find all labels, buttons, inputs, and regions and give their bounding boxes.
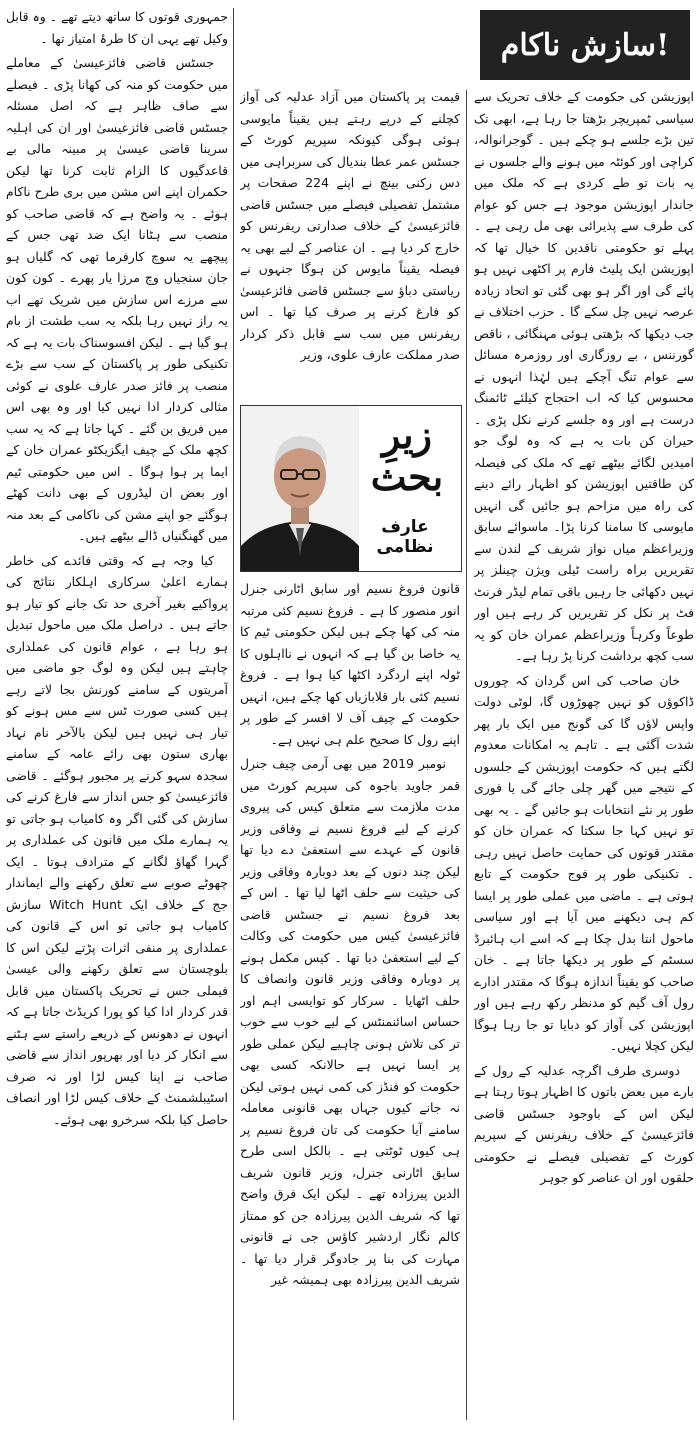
column-middle-top [240, 86, 460, 398]
author-portrait [241, 406, 359, 571]
column-divider [466, 90, 467, 1420]
paragraph: قیمت پر پاکستان میں آزاد عدلیہ کی آواز کچلنے کے درپے رہتے ہیں یقیناً مایوسی ہوئی ہوگی کیونکہ سپریم کورٹ کے جسٹس عمر عطا بندیال کی سربراہی میں دس رکنی بینچ نے اپنے 224 صفحات پر مشتمل تفصیلی فیصلے میں جسٹس قاضی فائزعیسیٰ کے خلاف صدارتی ریفرنس کو خارج کر دیا ہے ۔ ان عناصر کے لیے بھی یہ فیصلہ یقیناً مایوس کن ہوگا جنہوں نے ریاستی دباؤ سے جسٹس قاضی فائزعیسیٰ کو فارغ کرنے پر صرف کیا تھا ۔ اس ریفرنس میں سب سے قابل ذکر کردار صدر مملکت عارف علوی، وزیر [240, 89, 460, 362]
paragraph: قانون فروغ نسیم اور سابق اٹارنی جنرل انور منصور کا ہے ۔ فروغ نسیم کئی مرتبہ منہ کی کھا چکے ہیں لیکن حکومتی ٹیم کا یہ خاصا بن گیا ہے کہ انہوں نے نااہلوں کا ٹولہ اپنے اردگرد اکٹھا کیا ہوا ہے ۔ فروغ نسیم کئی بار قلابازیاں کھا چکے ہیں، انہیں حکومت کے چیف آف لا افسر کے طور پر اپنے رول کا صحیح علم ہی نہیں ہے۔ [240, 581, 460, 747]
column-middle-bottom [240, 578, 460, 1422]
paragraph: خان صاحب کی اس گردان کہ چوروں ڈاکوؤں کو نہیں چھوڑوں گا، لوٹی دولت واپس لاؤں گا کی گونج میں ایک بار پھر شدت آگئی ہے ۔ تاہم یہ امکانات معدوم لگتے ہیں کہ حکومت اپوزیشن کے جلسوں کے نتیجے میں گھر چلی جائے گی یا فوری طور پر نئے انتخابات ہو جائیں گے ۔ یہ بھی تو نہیں کہا جا سکتا کہ عمران خان کو مقتدر قوتوں کی حمایت حاصل نہیں رہی ۔ تکنیکی طور پر فوج حکومت کے تابع ہوتی ہے ۔ ماضی میں عملی طور پر ایسا کم ہی دیکھنے میں آیا ہے اور سیاسی ماحول انتا بدل چکا ہے کہ اسے اب ہائبرڈ سسٹم کے طور پر دیکھا جاتا ہے ۔ خان صاحب کو یقیناً اندازہ ہوگا کہ مقتدر ادارے رول آف گیم کو مدنظر رکھ رہے ہیں اور اپوزیشن کی آواز کو دبایا تو جا رہا ہوگا لیکن کچلا نہیں۔ [474, 672, 694, 1053]
author-name: عارف نظامی [376, 517, 434, 557]
article-title: سازش ناکام! [500, 27, 670, 63]
paragraph: جسٹس قاضی فائزعیسیٰ کے معاملے میں حکومت کو منہ کی کھانا پڑی ۔ فیصلے سے صاف ظاہر ہے کہ اصل مسئلہ جسٹس قاضی فائزعیسیٰ اور ان کی اہلیہ سرینا قاضی عیسیٰ پر مبینہ مالی بے قاعدگیوں کا الزام ثابت کرنا تھا لیکن حکمران اپنے اس مشن میں بری طرح ناکام ہوئے ۔ یہ واضح ہے کہ قاضی صاحب کو منصب سے ہٹانا ایک ضد تھی جس کے پیچھے یہ سوچ کارفرما تھی کہ گلیاں ہو جان سنجیاں وچ مرزا یار پھرے ۔ کون کون سے مرزے اس سازش میں شریک تھے اب یہ راز نہیں رہا بلکہ یہ سب طشت از بام ہو گیا ہے ۔ لیکن افسوسناک بات یہ ہے کہ تکنیکی طور پر پاکستان کے سب سے بڑے منصب پر فائز صدر عارف علوی نے کوئی مثالی کردار ادا نہیں کیا اور وہ بھی اس میں فریق بن گئے ۔ کہا جاتا ہے کہ یہ سب کچھ ملک کے چیف ایگزیکٹو عمران خان کے ایما پر ہوا ہوگا ۔ اس میں حکومتی ٹیم اور بعض ان لیڈروں کے بھی دانت کھٹے ہوگئے جو اپنے مشن کی ناکامی کے بعد منہ میں گھنگنیاں ڈالے بیٹھے ہیں۔ [6, 55, 228, 543]
column-label-line-1: زیرِ [382, 412, 432, 457]
column-right [474, 86, 694, 1422]
column-label-line-2: بحث [370, 454, 444, 499]
column-label [357, 414, 457, 498]
columnist-byline-box [240, 405, 462, 572]
paragraph: دوسری طرف اگرچہ عدلیہ کے رول کے بارے میں بعض باتوں کا اظہار ہوتا رہتا ہے لیکن اس کے باوجود جسٹس قاضی فائزعیسیٰ کے خلاف ریفرنس کے سپریم کورٹ کے تفصیلی فیصلے نے حکومتی حلقوں اور ان عناصر کو جوہر [474, 1062, 694, 1185]
column-divider [233, 8, 234, 1420]
paragraph: نومبر 2019 میں بھی آرمی چیف جنرل قمر جاوید باجوہ کی سپریم کورٹ میں مدت ملازمت سے متعلق کیس کی پیروی کرنے کے لیے فروغ نسیم نے وفاقی وزیر قانون کے عہدے سے استعفیٰ دے دیا تھا لیکن چند دنوں کے بعد دوبارہ وفاقی وزیر کی حیثیت سے حلف اٹھا لیا تھا ۔ اس کے بعد فروغ نسیم نے جسٹس قاضی فائزعیسیٰ کیس میں حکومت کی وکالت کے لیے استعفیٰ دیا تھا ۔ کیس مکمل ہونے پر دوبارہ وفاقی وزیر قانون وانصاف کا حلف اٹھایا ۔ سرکار کو توایسی اہم اور حساس اسائنمنٹس کے لیے خوب سے خوب تر کی تلاش ہونی چاہیے لیکن عملی طور پر ایسا نہیں ہے حالانکہ کسی بھی حکومت کو فنڈز کی کمی نہیں ہوتی لیکن نہ جانے کیوں جہاں بھی قانونی معاملہ سامنے آیا حکومت کی تان فروغ نسیم پر ہی کیوں ٹوٹتی ہے ۔ بالکل اسی طرح سابق اٹارنی جنرل، وزیر قانون شریف الدین پیرزادہ تھے ۔ لیکن ایک فرق واضح تھا کہ شریف الدین پیرزادہ جن کو ممتاز کالم نگار اردشیر کاؤس جی نے قانونی مہارت کی بنا پر جادوگر قرار دیا تھا ۔ شریف الدین پیرزادہ بھی ہمیشہ غیر [240, 756, 460, 1287]
paragraph: جمہوری قوتوں کا ساتھ دیتے تھے ۔ وہ قابل وکیل تھے یہی ان کا طرۂ امتیاز تھا ۔ [6, 9, 228, 46]
paragraph: کیا وجہ ہے کہ وقتی فائدے کی خاطر ہمارے اعلیٰ سرکاری اہلکار نتائج کی پرواکیے بغیر آخری حد تک جانے کو تیار ہو جاتے ہیں ۔ دراصل ملک میں ماحول تبدیل ہو رہا ہے ، عوام قانون کی عملداری چاہتے ہیں لیکن وہ لوگ جو ماضی میں آمریتوں کے سامنے کورنش بجا لاتے رہے ہیں کسی صورت ٹس سے مس ہونے کو تیار ہی نہیں ہیں لیکن بالآخر نام نہاد بھاری ستون بھی رائے عامہ کے سامنے سجدہ سہو کرنے پر مجبور ہوگئے ۔ قاضی فائزعیسیٰ کو جس انداز سے فارغ کرنے کی سازش کی گئی اگر وہ کامیاب ہو جاتی تو یہ ہمارے ملک میں قانون کی عملداری پر گہرا گھاؤ لگانے کے مترادف ہوتا ۔ ایک چھوٹے صوبے سے تعلق رکھنے والے ایماندار جج کے خلاف ایک Witch Hunt سازش کامیاب ہو جاتی تو اس کے قانون کی عملداری پر منفی اثرات پڑتے لیکن اس کا بلوچستان سے تعلق رکھنے والی عیسیٰ فیملی جس نے تحریک پاکستان میں قابل قدر کردار ادا کیا کو پورا کریڈٹ جاتا ہے کہ انہوں نے دھونس کے ذریعے راستے سے ہٹنے سے انکار کر دیا اور بھرپور انداز سے قاضی صاحب نے اپنا کیس لڑا اور نہ صرف اسٹیبلشمنٹ کے خلاف کیس لڑا اور انصاف حاصل کیا بلکہ سرخرو بھی ہوئے۔ [6, 552, 228, 1127]
paragraph: اپوزیشن کی حکومت کے خلاف تحریک سے سیاسی ٹمپریچر بڑھتا جا رہا ہے، ابھی تک تین بڑے جلسے ہو چکے ہیں ۔ گوجرانوالہ، کراچی اور کوئٹہ میں ہونے والے جلسوں نے یہ بات تو طے کردی ہے کہ ملک میں جاندار اپوزیشن موجود ہے جس کو عوام کی طرف سے پذیرائی بھی مل رہی ہے ۔ پہلے تو حکومتی ناقدین کا خیال تھا کہ اپوزیشن ایک پلیٹ فارم پر اکٹھی نہیں ہو پائے گی اور اگر ہو بھی گئی تو اتحاد زیادہ عرصہ نہیں چل سکے گا ۔ حزب اختلاف نے جب دیکھا کہ بڑھتی ہوئی مہنگائی ، ناقص گورننس ، بے روزگاری اور روزمرہ مسائل سے عوام تنگ آچکے ہیں لہٰذا انہوں نے محسوس کیا کہ اب احتجاج کیلئے ٹائمنگ درست ہے اور وہ جلسے کرنے نکل پڑی ۔ حیران کن بات یہ ہے کہ وہ لوگ جو امیدیں لگائے بیٹھے تھے کہ ملک کی فیصلہ کن طاقتیں اپوزیشن کو اظہار رائے دینے کی راہ میں مزاحم ہو جائیں گی انہیں مایوسی کا سامنا کرنا پڑا۔ ماسوائے سابق وزیراعظم میاں نواز شریف کے لندن سے تقریریں براہ راست ٹیلی ویژن چینلز پر نہیں دکھائی جا رہیں باقی تمام لیڈر فرنٹ فٹ پر نکل کر تقریریں کر رہے ہیں اور طوعاً وکرہاً وزیراعظم عمران خان کو یہ سب کچھ برداشت کرنا پڑ رہا ہے۔ [474, 89, 694, 663]
article-title-box [480, 10, 690, 80]
column-left [6, 6, 228, 1422]
